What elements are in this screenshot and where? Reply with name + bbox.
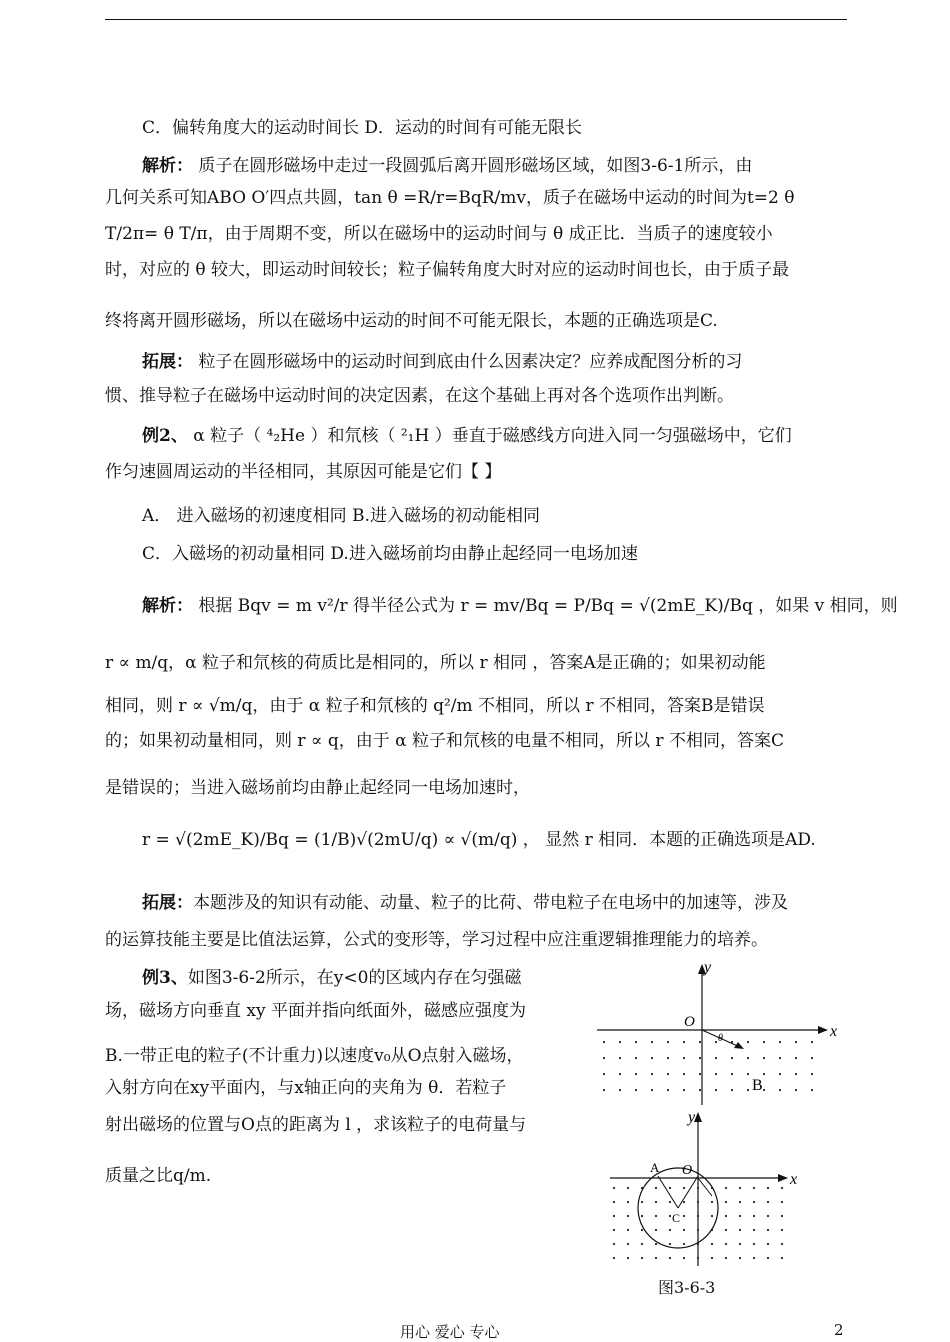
field-dot [767,1215,769,1217]
point-a-label: A [650,1160,660,1175]
field-dot [683,1229,685,1231]
example-line [142,428,792,445]
center-label: C [672,1211,681,1225]
field-dot [669,1243,671,1245]
field-dot [711,1201,713,1203]
field-dot [739,1229,741,1231]
field-dot [655,1257,657,1259]
field-dot [781,1229,783,1231]
field-dot [795,1057,797,1059]
y-arrow-icon [694,1112,702,1122]
field-dot [753,1201,755,1203]
origin-label: O [684,1014,695,1030]
field-dot [795,1089,797,1091]
field-dot [725,1243,727,1245]
field-dot [699,1089,701,1091]
field-dot [697,1187,699,1189]
field-dot [619,1089,621,1091]
field-dot [641,1201,643,1203]
field-dot [753,1229,755,1231]
figure-caption: 图3-6-3 [658,1278,716,1297]
text-line: 惯、推导粒子在磁场中运动时间的决定因素，在这个基础上再对各个选项作出判断。 [105,386,734,406]
option-line: C．入磁场的初动量相同 D.进入磁场前均由静止起经同一电场加速 [142,544,638,564]
field-dot [641,1215,643,1217]
field-dot [669,1215,671,1217]
analysis-line [142,598,898,615]
field-dot [753,1243,755,1245]
field-dot [683,1187,685,1189]
field-dot [711,1215,713,1217]
x-label: x [790,1171,798,1188]
field-dot [781,1201,783,1203]
radius-line-a [658,1176,678,1208]
field-dot [699,1057,701,1059]
figure-magnetic-field-1 [592,960,842,1110]
page-number: 2 [834,1321,844,1339]
field-dot [635,1089,637,1091]
field-dot [725,1229,727,1231]
field-dot [651,1041,653,1043]
option-line: C．偏转角度大的运动时间长 D．运动的时间有可能无限长 [142,118,583,138]
field-dot [715,1057,717,1059]
text-line: 是错误的；当进入磁场前均由静止起经同一电场加速时， [105,778,530,798]
field-dot [627,1243,629,1245]
field-dot [779,1057,781,1059]
text-line: r ∝ m/q，α 粒子和氘核的荷质比是相同的，所以 r 相同 ，答案A是正确的；如果初动能 [105,653,766,673]
label: 解析： [142,156,193,176]
text-line: 的运算技能主要是比值法运算，公式的变形等，学习过程中应注重逻辑推理能力的培养。 [105,930,768,950]
field-dot [613,1229,615,1231]
velocity-vector [698,1178,712,1196]
text-line: 相同，则 r ∝ √m/q，由于 α 粒子和氘核的 q²/m 不相同，所以 r 不相同，答案B是错误 [105,696,765,716]
option-line: A． 进入磁场的初速度相同 B.进入磁场的初动能相同 [142,506,540,526]
field-dot [683,1201,685,1203]
field-dot [603,1073,605,1075]
field-dot [683,1057,685,1059]
field-dot [747,1057,749,1059]
field-dot [731,1089,733,1091]
analysis-line [142,158,752,175]
field-dot [627,1187,629,1189]
extension-line [142,895,788,912]
radius-line-o [678,1176,698,1208]
field-dot [753,1257,755,1259]
text: 根据 Bqv = m v²/r 得半径公式为 r = mv/Bq = P/Bq = √(2mE_K)/Bq ，如果 v 相同，则 [193,596,898,616]
text-line: 时，对应的 θ 较大，即运动时间较长；粒子偏转角度大时对应的运动时间也长，由于质子最 [105,260,790,280]
field-dot [795,1041,797,1043]
field-dot [613,1243,615,1245]
field-dot [779,1089,781,1091]
field-dot [711,1243,713,1245]
text-line: 终将离开圆形磁场，所以在磁场中运动的时间不可能无限长，本题的正确选项是C. [105,311,718,331]
field-dot [667,1089,669,1091]
field-dot [715,1041,717,1043]
field-dot [725,1257,727,1259]
field-dot [613,1257,615,1259]
field-label: B [752,1077,763,1094]
field-dot [753,1215,755,1217]
field-dot [669,1229,671,1231]
field-dot [619,1073,621,1075]
field-dot [619,1041,621,1043]
field-dot [763,1089,765,1091]
text-line: 作匀速圆周运动的半径相同，其原因可能是它们【 】 [105,462,502,482]
field-dot [641,1257,643,1259]
field-dot [619,1057,621,1059]
field-dot [779,1073,781,1075]
field-dot [651,1089,653,1091]
field-dot [627,1215,629,1217]
field-dot [613,1215,615,1217]
field-dot [725,1187,727,1189]
field-dot [781,1215,783,1217]
field-dot [747,1073,749,1075]
field-dot [781,1243,783,1245]
field-dot [635,1073,637,1075]
field-dot [767,1201,769,1203]
field-dot [739,1201,741,1203]
text-line: T/2π= θ T/π，由于周期不变，所以在磁场中的运动时间与 θ 成正比．当质子的速度较小 [105,224,773,244]
label: 拓展： [142,352,193,372]
field-dot [683,1089,685,1091]
x-label: x [830,1023,838,1040]
field-dot [731,1073,733,1075]
field-dot [781,1187,783,1189]
text-line: 的；如果初动量相同，则 r ∝ q，由于 α 粒子和氘核的电量不相同，所以 r 不相同，答案C [105,731,784,751]
field-dot [683,1243,685,1245]
field-dot [667,1057,669,1059]
text-line: 射出磁场的位置与O点的距离为 l ，求该粒子的电荷量与 [105,1115,527,1135]
field-dot [795,1073,797,1075]
field-dot [627,1257,629,1259]
field-dot [655,1215,657,1217]
field-dot [635,1041,637,1043]
field-dot [767,1229,769,1231]
field-dot [731,1057,733,1059]
field-dot [603,1057,605,1059]
field-dot [683,1073,685,1075]
field-dots [603,1041,813,1091]
y-label: y [704,960,712,976]
field-dot [603,1089,605,1091]
field-dot [683,1041,685,1043]
field-dot [697,1201,699,1203]
label: 解析： [142,596,193,616]
label: 例3、 [142,968,188,988]
field-dot [683,1215,685,1217]
field-dot [739,1243,741,1245]
text-line: 几何关系可知ABO O′四点共圆，tan θ =R/r=BqR/mv，质子在磁场中运动的时间为t=2 θ [105,188,795,208]
field-dot [699,1041,701,1043]
formula-line: r = √(2mE_K)/Bq = (1/B)√(2mU/q) ∝ √(m/q) ， 显然 r 相同．本题的正确选项是AD. [142,830,816,850]
field-dot [697,1215,699,1217]
field-dot [655,1243,657,1245]
field-dot [627,1229,629,1231]
label: 例2、 [142,426,188,446]
label: 拓展： [142,893,193,913]
field-dot [613,1201,615,1203]
field-dot [731,1041,733,1043]
text: α 粒子（ ⁴₂He ）和氘核（ ²₁H ）垂直于磁感线方向进入同一匀强磁场中，它们 [187,426,792,446]
field-dot [725,1215,727,1217]
field-dot [811,1057,813,1059]
field-dot [667,1073,669,1075]
text: 质子在圆形磁场中走过一段圆弧后离开圆形磁场区域，如图3-6-1所示，由 [193,156,753,176]
field-dot [699,1073,701,1075]
field-dot [635,1057,637,1059]
field-dot [767,1257,769,1259]
x-arrow-icon [818,1026,828,1034]
field-dot [603,1041,605,1043]
field-dot [781,1257,783,1259]
field-dot [763,1041,765,1043]
field-dot [753,1187,755,1189]
text: 粒子在圆形磁场中的运动时间到底由什么因素决定？应养成配图分析的习 [193,352,743,372]
field-dot [747,1041,749,1043]
field-dot [641,1243,643,1245]
field-dot [697,1229,699,1231]
origin-label: O [682,1163,693,1178]
field-dot [767,1243,769,1245]
field-dot [667,1041,669,1043]
field-dot [811,1041,813,1043]
field-dot [683,1257,685,1259]
example-line [142,970,521,987]
field-dot [725,1201,727,1203]
field-dot [763,1073,765,1075]
field-dot [715,1073,717,1075]
field-dot [715,1089,717,1091]
field-dot [763,1057,765,1059]
field-dot [669,1257,671,1259]
field-dot [711,1257,713,1259]
text-line: 场，磁场方向垂直 xy 平面并指向纸面外，磁感应强度为 [105,1001,526,1021]
extension-line [142,354,742,371]
y-label: y [688,1109,696,1126]
field-dot [811,1073,813,1075]
field-dot [747,1089,749,1091]
field-dot [655,1187,657,1189]
field-dot [739,1257,741,1259]
text-line: 质量之比q/m. [105,1166,212,1186]
field-dot [641,1229,643,1231]
field-dot [651,1057,653,1059]
text-line: 入射方向在xy平面内，与x轴正向的夹角为 θ．若粒子 [105,1078,507,1098]
field-dot [627,1201,629,1203]
figure-magnetic-field-2 [600,1108,810,1268]
field-dot [739,1215,741,1217]
text-line: B.一带正电的粒子(不计重力)以速度v₀从O点射入磁场， [105,1046,524,1066]
field-dot [767,1187,769,1189]
field-dot [655,1201,657,1203]
header-rule [105,19,847,20]
field-dot [811,1089,813,1091]
field-dot [739,1187,741,1189]
field-dot [697,1257,699,1259]
field-dot [669,1201,671,1203]
field-dot [779,1041,781,1043]
theta-label: θ [718,1033,723,1044]
text: 本题涉及的知识有动能、动量、粒子的比荷、带电粒子在电场中的加速等，涉及 [193,893,788,913]
field-dot [613,1187,615,1189]
x-arrow-icon [778,1174,788,1182]
field-dot [655,1229,657,1231]
text: 如图3-6-2所示，在y<0的区域内存在匀强磁 [187,968,522,988]
page-footer: 用心 爱心 专心 [400,1323,500,1341]
field-dot [651,1073,653,1075]
field-dot [669,1187,671,1189]
